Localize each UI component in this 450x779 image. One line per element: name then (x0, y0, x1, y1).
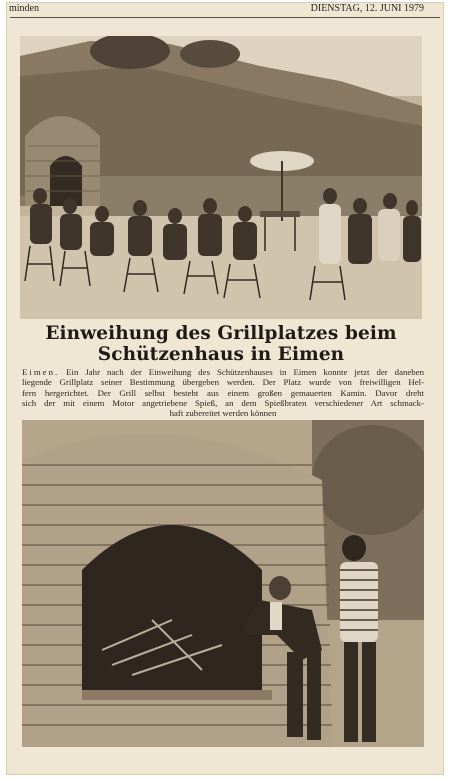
article-body-line-1 (22, 367, 424, 377)
photo-grill-image (22, 420, 424, 747)
article-body-line-5: haft zubereitet werden können (169, 408, 277, 419)
masthead-town: minden (9, 3, 39, 14)
article-lead-word: Eimen. (22, 367, 60, 377)
photo-gathering-image (20, 36, 422, 319)
masthead (6, 2, 444, 16)
headline-line-1: Einweihung des Grillplatzes beim (45, 323, 397, 344)
photo-gathering (20, 36, 422, 319)
article-body-line-2: liegende Grillplatz seiner Bestimmung übergeben werden. Der Platz wurde von freiwilligen Hel- (22, 377, 424, 388)
masthead-date: DIENSTAG, 12. JUNI 1979 (310, 3, 424, 14)
article-body-line-1-text: Ein Jahr nach der Einweihung des Schützenhauses in Eimen konnte jetzt der daneben (59, 367, 424, 377)
article-body (22, 367, 424, 418)
masthead-rule (10, 17, 440, 18)
article-body-line-3: fern hergerichtet. Der Grill selbst besteht aus einem großen gemauerten Kamin. Davor dreht (22, 387, 424, 398)
headline-line-2: Schützenhaus in Eimen (97, 344, 345, 365)
article-body-line-4: sich der mit einem Motor angetriebene Spieß, an dem Spießbraten verschiedener Art schmack- (22, 397, 424, 408)
photo-grill (22, 420, 424, 747)
